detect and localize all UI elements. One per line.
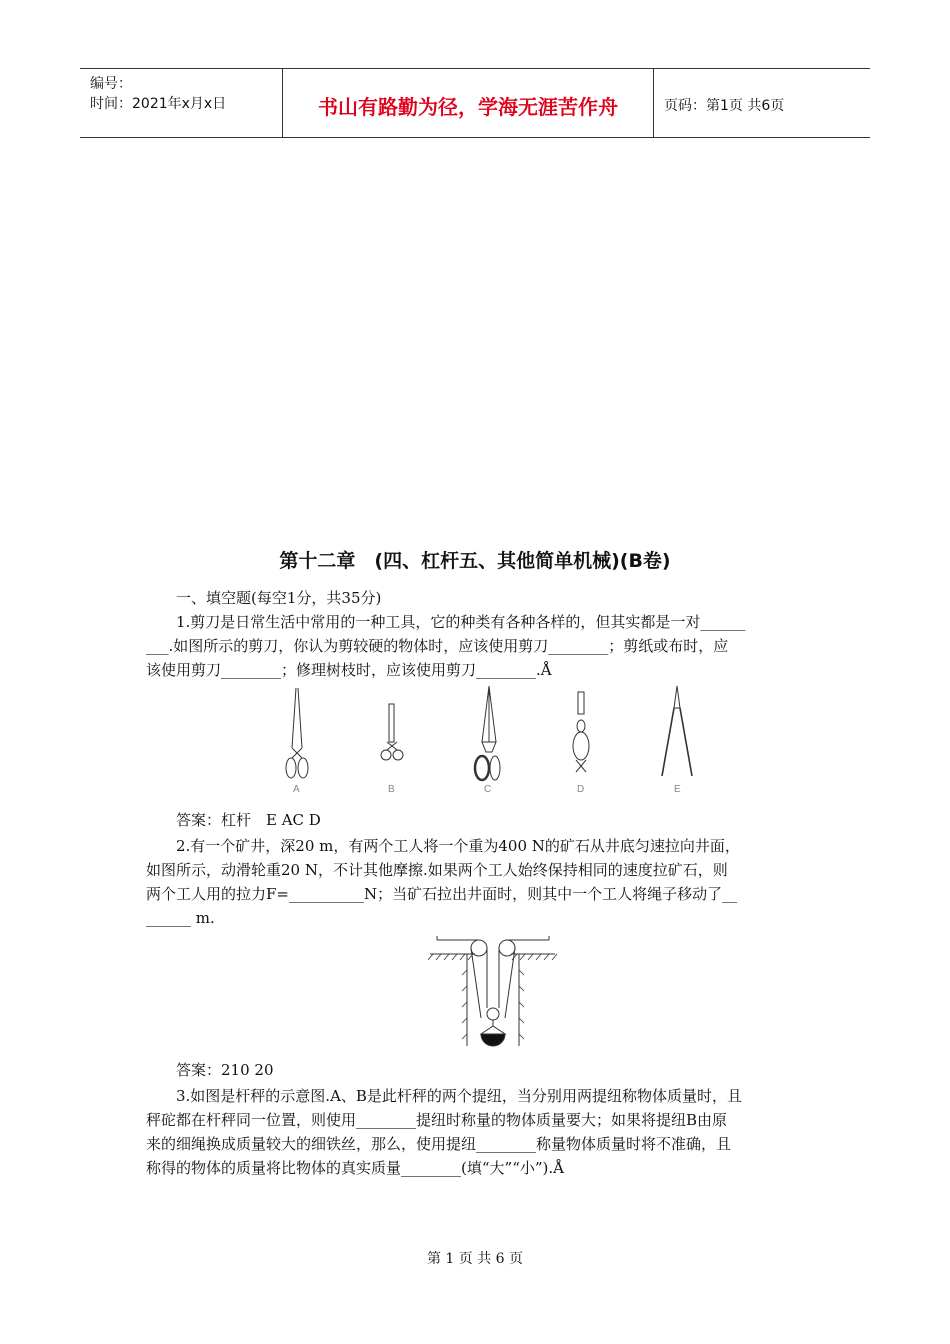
header-table bbox=[80, 68, 870, 138]
code-label: 编号： bbox=[90, 76, 132, 92]
q1-line2: ___.如图所示的剪刀，你认为剪较硬的物体时，应该使用剪刀________；剪纸或布时，应 bbox=[146, 637, 729, 655]
date-label: 时间：2021年x月x日 bbox=[90, 96, 227, 112]
label-a: A bbox=[293, 784, 300, 795]
q3-line2: 秤砣都在杆秤同一位置，则使用________提纽时称量的物体质量要大；如果将提纽B由原 bbox=[146, 1111, 728, 1129]
mine-pulley-figure bbox=[425, 930, 560, 1050]
scissors-d bbox=[573, 692, 589, 772]
q2-line1: 2.有一个矿井，深20 m，有两个工人将一个重为400 N的矿石从井底匀速拉向井面， bbox=[176, 837, 740, 855]
q1-answer: 答案：杠杆 E AC D bbox=[176, 811, 321, 829]
header-right-cell bbox=[654, 69, 870, 137]
motto: 书山有路勤为径，学海无涯苦作舟 bbox=[318, 95, 618, 119]
scissors-figure bbox=[260, 682, 720, 802]
page-info: 页码：第1页 共6页 bbox=[664, 98, 785, 114]
label-e: E bbox=[674, 784, 681, 795]
q1-line1: 1.剪刀是日常生活中常用的一种工具，它的种类有各种各样的，但其实都是一对______ bbox=[176, 613, 746, 631]
section-heading: 一、填空题(每空1分，共35分) bbox=[176, 589, 382, 607]
scissors-b bbox=[381, 704, 403, 760]
page-footer: 第 1 页 共 6 页 bbox=[426, 1251, 524, 1267]
header-left-cell bbox=[80, 69, 283, 137]
q3-line4: 称得的物体的质量将比物体的真实质量________(填“大”“小”).Å bbox=[146, 1159, 564, 1177]
scissors-a bbox=[286, 688, 308, 778]
q2-line4: ______ m. bbox=[146, 909, 215, 927]
label-b: B bbox=[388, 784, 395, 795]
q3-line1: 3.如图是杆秤的示意图.A、B是此杆秤的两个提纽，当分别用两提纽称物体质量时，且 bbox=[176, 1087, 742, 1105]
q1-line3: 该使用剪刀________；修理树枝时，应该使用剪刀________.Å bbox=[146, 661, 552, 679]
scissors-e bbox=[662, 686, 692, 776]
q2-line3: 两个工人用的拉力F=__________N；当矿石拉出井面时，则其中一个工人将绳子移动了__ bbox=[146, 885, 738, 903]
label-c: C bbox=[484, 784, 492, 795]
chapter-title: 第十二章 (四、杠杆五、其他简单机械)(B卷) bbox=[279, 550, 671, 572]
label-d: D bbox=[577, 784, 585, 795]
q3-line3: 来的细绳换成质量较大的细铁丝，那么，使用提纽________称量物体质量时将不准确，且 bbox=[146, 1135, 732, 1153]
q2-answer: 答案：210 20 bbox=[176, 1061, 274, 1079]
q2-line2: 如图所示，动滑轮重20 N，不计其他摩擦.如果两个工人始终保持相同的速度拉矿石，则 bbox=[146, 861, 728, 879]
scissors-c bbox=[475, 686, 500, 780]
header-middle-cell bbox=[283, 69, 654, 137]
